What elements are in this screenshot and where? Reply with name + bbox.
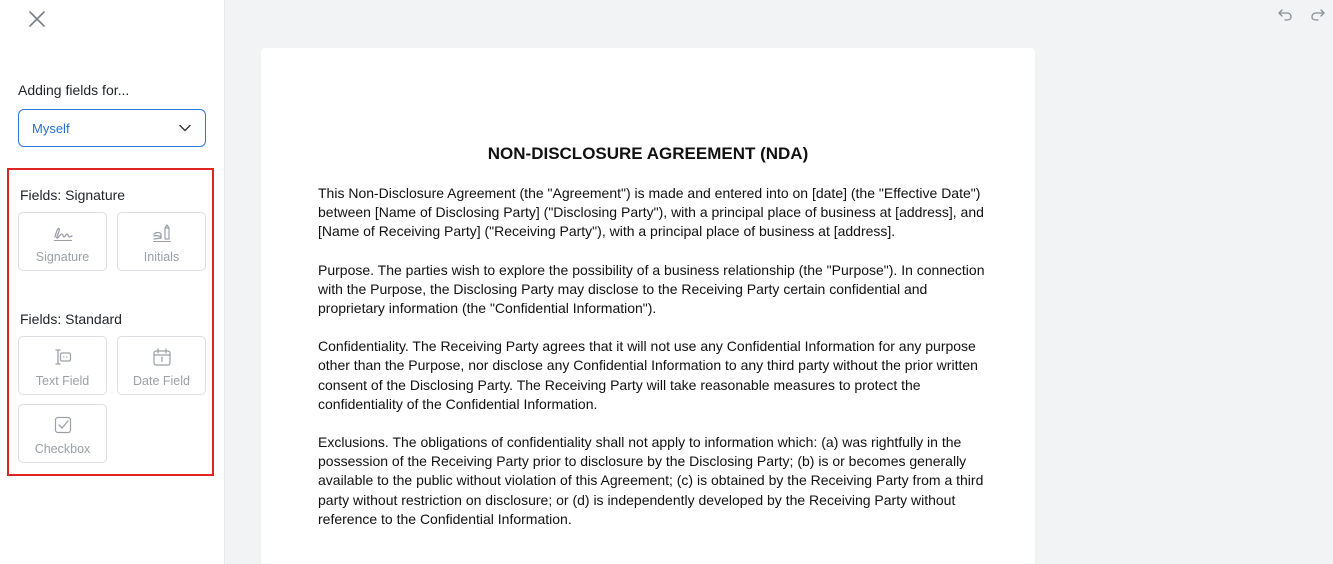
checkbox-field-label: Checkbox: [34, 442, 91, 456]
checkbox-field-button[interactable]: [18, 404, 107, 463]
document-body: [318, 184, 988, 548]
signature-field-label: Signature: [35, 250, 90, 264]
section-title-standard: Fields: Standard: [20, 311, 122, 327]
undo-button[interactable]: [1276, 6, 1294, 24]
document-title: NON-DISCLOSURE AGREEMENT (NDA): [487, 144, 809, 163]
date-field-label: Date Field: [133, 374, 190, 388]
redo-button[interactable]: [1309, 6, 1327, 24]
redo-icon: [1310, 8, 1326, 22]
fields-panel-highlight: [7, 168, 214, 476]
close-icon: [28, 10, 46, 28]
initials-field-label: Initials: [143, 250, 180, 264]
undo-icon: [1277, 8, 1293, 22]
field-sidebar: [0, 0, 225, 564]
signature-icon: [51, 222, 75, 244]
text-field-button[interactable]: [18, 336, 107, 395]
adding-fields-label: Adding fields for...: [18, 82, 130, 98]
document-paragraph-intro: This Non-Disclosure Agreement (the "Agreement") is made and entered into on [date] (the "Effective Date") between [Name of Disclosing Party] ("Disclosing Party"), with a principal place of business at [address], and [Name of Receiving Party] ("Receiving Party"), with a principal place of business at [address].: [318, 185, 984, 240]
text-field-label: Text Field: [35, 374, 90, 388]
signature-field-button[interactable]: [18, 212, 107, 271]
signer-select-value: Myself: [32, 120, 70, 136]
document-paragraph-purpose: Purpose. The parties wish to explore the possibility of a business relationship (the "Purpose"). In connection with the Purpose, the Disclosing Party may disclose to the Receiving Party certain confidential and proprietary information (the "Confidential Information").: [318, 261, 985, 317]
document-paragraph-confidentiality: Confidentiality. The Receiving Party agrees that it will not use any Confidential Information for any purpose other than the Purpose, nor disclose any Confidential Information to any third party without the prior written consent of the Disclosing Party. The Receiving Party will take reasonable measures to protect the confidentiality of the Confidential Information.: [318, 338, 978, 412]
section-title-signature: Fields: Signature: [20, 187, 126, 203]
document-page[interactable]: [261, 48, 1035, 564]
initials-icon: [150, 222, 174, 244]
document-paragraph-exclusions: Exclusions. The obligations of confidentiality shall not apply to information which: (a) was rightfully in the possession of the Receiving Party prior to disclosure by the Disclosing Party; (b) is or becomes generally available to the public without violation of this Agreement; (c) is obtained by the Receiving Party from a third party without restriction on disclosure; or (d) is independently developed by the Receiving Party without reference to the Confidential Information.: [318, 434, 984, 527]
checkbox-icon: [51, 414, 75, 436]
signer-select[interactable]: [18, 109, 206, 147]
initials-field-button[interactable]: [117, 212, 206, 271]
calendar-icon: [150, 346, 174, 368]
date-field-button[interactable]: [117, 336, 206, 395]
close-button[interactable]: [26, 8, 48, 30]
text-field-icon: [51, 346, 75, 368]
chevron-down-icon: [179, 124, 191, 132]
